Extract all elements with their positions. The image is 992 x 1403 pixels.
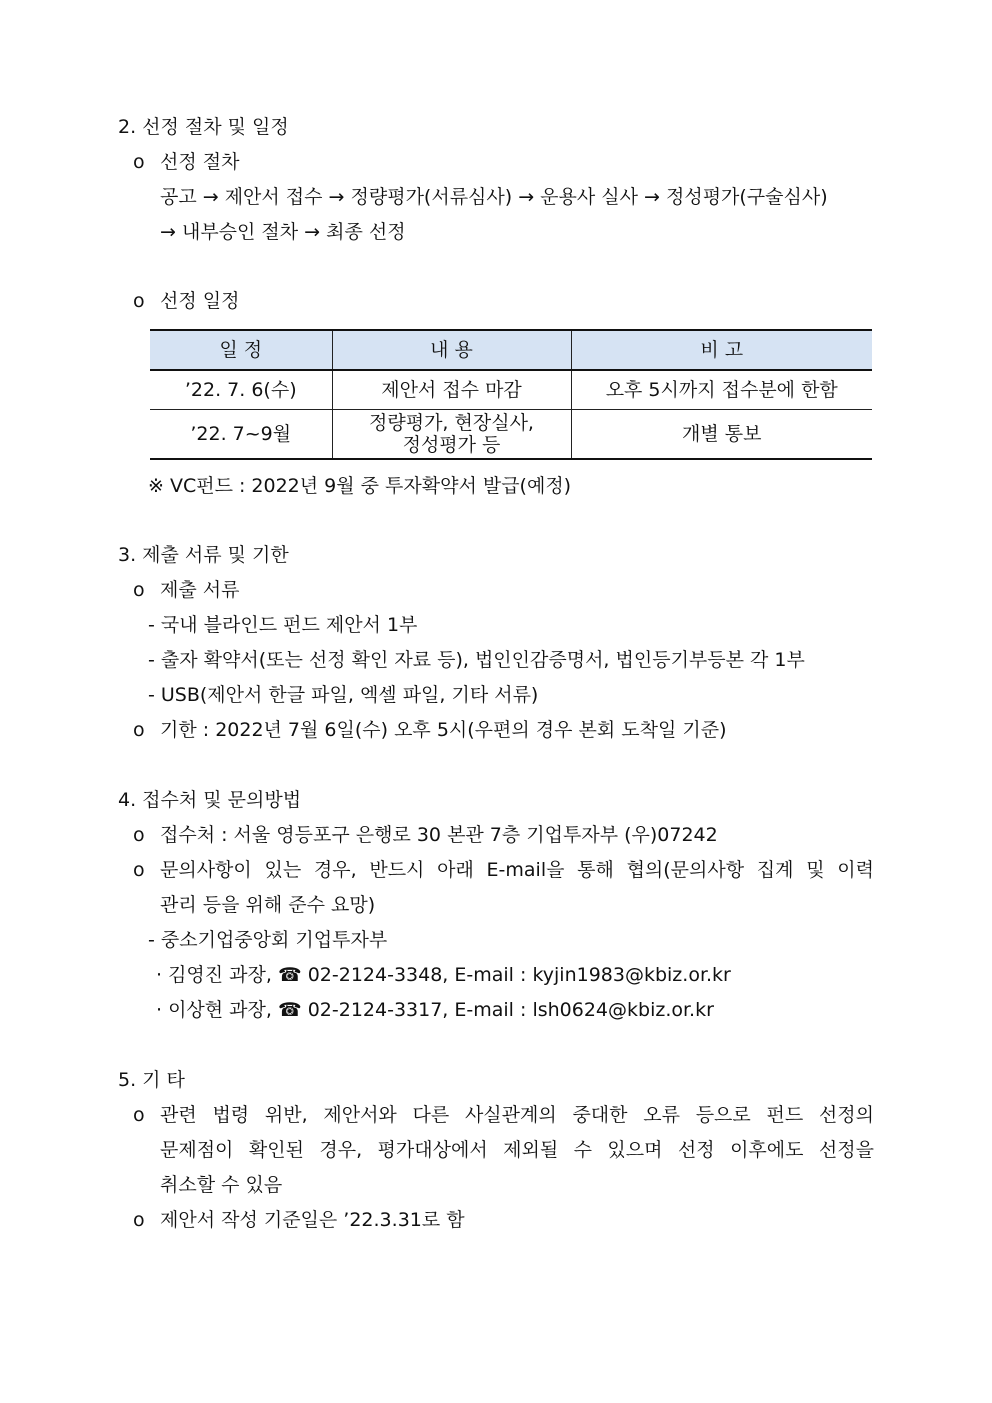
bullet: o bbox=[133, 824, 145, 846]
table-header-row bbox=[150, 330, 872, 370]
header-content: 내 용 bbox=[332, 330, 571, 370]
cell-content bbox=[332, 410, 571, 460]
contact-phone: 02-2124-3348, bbox=[307, 964, 449, 986]
deadline-text: 기한 : 2022년 7월 6일(수) 오후 5시(우편의 경우 본회 도착일 기준) bbox=[160, 719, 727, 741]
docs-heading: 제출 서류 bbox=[160, 579, 240, 601]
cell-content-line: 정성평가 등 bbox=[402, 434, 501, 456]
section-5-title: 5. 기 타 bbox=[118, 1069, 185, 1091]
section-2-title: 2. 선정 절차 및 일정 bbox=[118, 116, 289, 138]
contact-row bbox=[156, 963, 731, 987]
contact-email: E-mail : kyjin1983@kbiz.or.kr bbox=[454, 964, 731, 986]
schedule-footnote: ※ VC펀드 : 2022년 9월 중 투자확약서 발급(예정) bbox=[148, 475, 572, 497]
procedure-line-1: 공고 → 제안서 접수 → 정량평가(서류심사) → 운용사 실사 → 정성평가(구술심사) bbox=[160, 186, 828, 208]
bullet: o bbox=[133, 1104, 145, 1126]
phone-icon: ☎ bbox=[277, 964, 302, 986]
header-date: 일 정 bbox=[150, 330, 332, 370]
section-4-title: 4. 접수처 및 문의방법 bbox=[118, 789, 302, 811]
contact-name: · 김영진 과장, bbox=[156, 964, 272, 986]
bullet: o bbox=[133, 859, 145, 881]
schedule-table bbox=[150, 329, 872, 460]
docs-item: - 출자 확약서(또는 선정 확인 자료 등), 법인인감증명서, 법인등기부등본 각 1부 bbox=[148, 649, 805, 671]
inquiry-line-1: 문의사항이 있는 경우, 반드시 아래 E-mail을 통해 협의(문의사항 집계 및 이력 bbox=[160, 859, 874, 881]
cell-date: ’22. 7. 6(수) bbox=[150, 370, 332, 410]
cell-note: 오후 5시까지 접수분에 한함 bbox=[571, 370, 872, 410]
etc-line-3: 취소할 수 있음 bbox=[160, 1174, 283, 1196]
contact-row bbox=[156, 998, 714, 1022]
bullet: o bbox=[133, 151, 145, 173]
table-row bbox=[150, 410, 872, 460]
dept-name: - 중소기업중앙회 기업투자부 bbox=[148, 929, 388, 951]
procedure-heading: 선정 절차 bbox=[160, 151, 240, 173]
etc-line-1: 관련 법령 위반, 제안서와 다른 사실관계의 중대한 오류 등으로 펀드 선정의 bbox=[160, 1104, 874, 1126]
docs-item: - USB(제안서 한글 파일, 엑셀 파일, 기타 서류) bbox=[148, 684, 539, 706]
table-row bbox=[150, 370, 872, 410]
docs-item: - 국내 블라인드 펀드 제안서 1부 bbox=[148, 614, 418, 636]
section-3-title: 3. 제출 서류 및 기한 bbox=[118, 544, 289, 566]
cell-content-line: 정량평가, 현장실사, bbox=[369, 412, 534, 434]
cell-date: ’22. 7~9월 bbox=[150, 410, 332, 460]
header-note: 비 고 bbox=[571, 330, 872, 370]
bullet: o bbox=[133, 579, 145, 601]
phone-icon: ☎ bbox=[277, 999, 302, 1021]
cell-content bbox=[332, 370, 571, 410]
bullet: o bbox=[133, 290, 145, 312]
contact-name: · 이상현 과장, bbox=[156, 999, 272, 1021]
etc-line-2: 문제점이 확인된 경우, 평가대상에서 제외될 수 있으며 선정 이후에도 선정을 bbox=[160, 1139, 874, 1161]
bullet: o bbox=[133, 1209, 145, 1231]
cell-content-line: 제안서 접수 마감 bbox=[381, 379, 522, 401]
contact-email: E-mail : lsh0624@kbiz.or.kr bbox=[454, 999, 714, 1021]
place-text: 접수처 : 서울 영등포구 은행로 30 본관 7층 기업투자부 (우)07242 bbox=[160, 824, 718, 846]
cell-note: 개별 통보 bbox=[571, 410, 872, 460]
inquiry-line-2: 관리 등을 위해 준수 요망) bbox=[160, 894, 376, 916]
bullet: o bbox=[133, 719, 145, 741]
contact-phone: 02-2124-3317, bbox=[307, 999, 449, 1021]
procedure-line-2: → 내부승인 절차 → 최종 선정 bbox=[160, 221, 406, 243]
schedule-heading: 선정 일정 bbox=[160, 290, 240, 312]
etc-item-2: 제안서 작성 기준일은 ’22.3.31로 함 bbox=[160, 1209, 465, 1231]
